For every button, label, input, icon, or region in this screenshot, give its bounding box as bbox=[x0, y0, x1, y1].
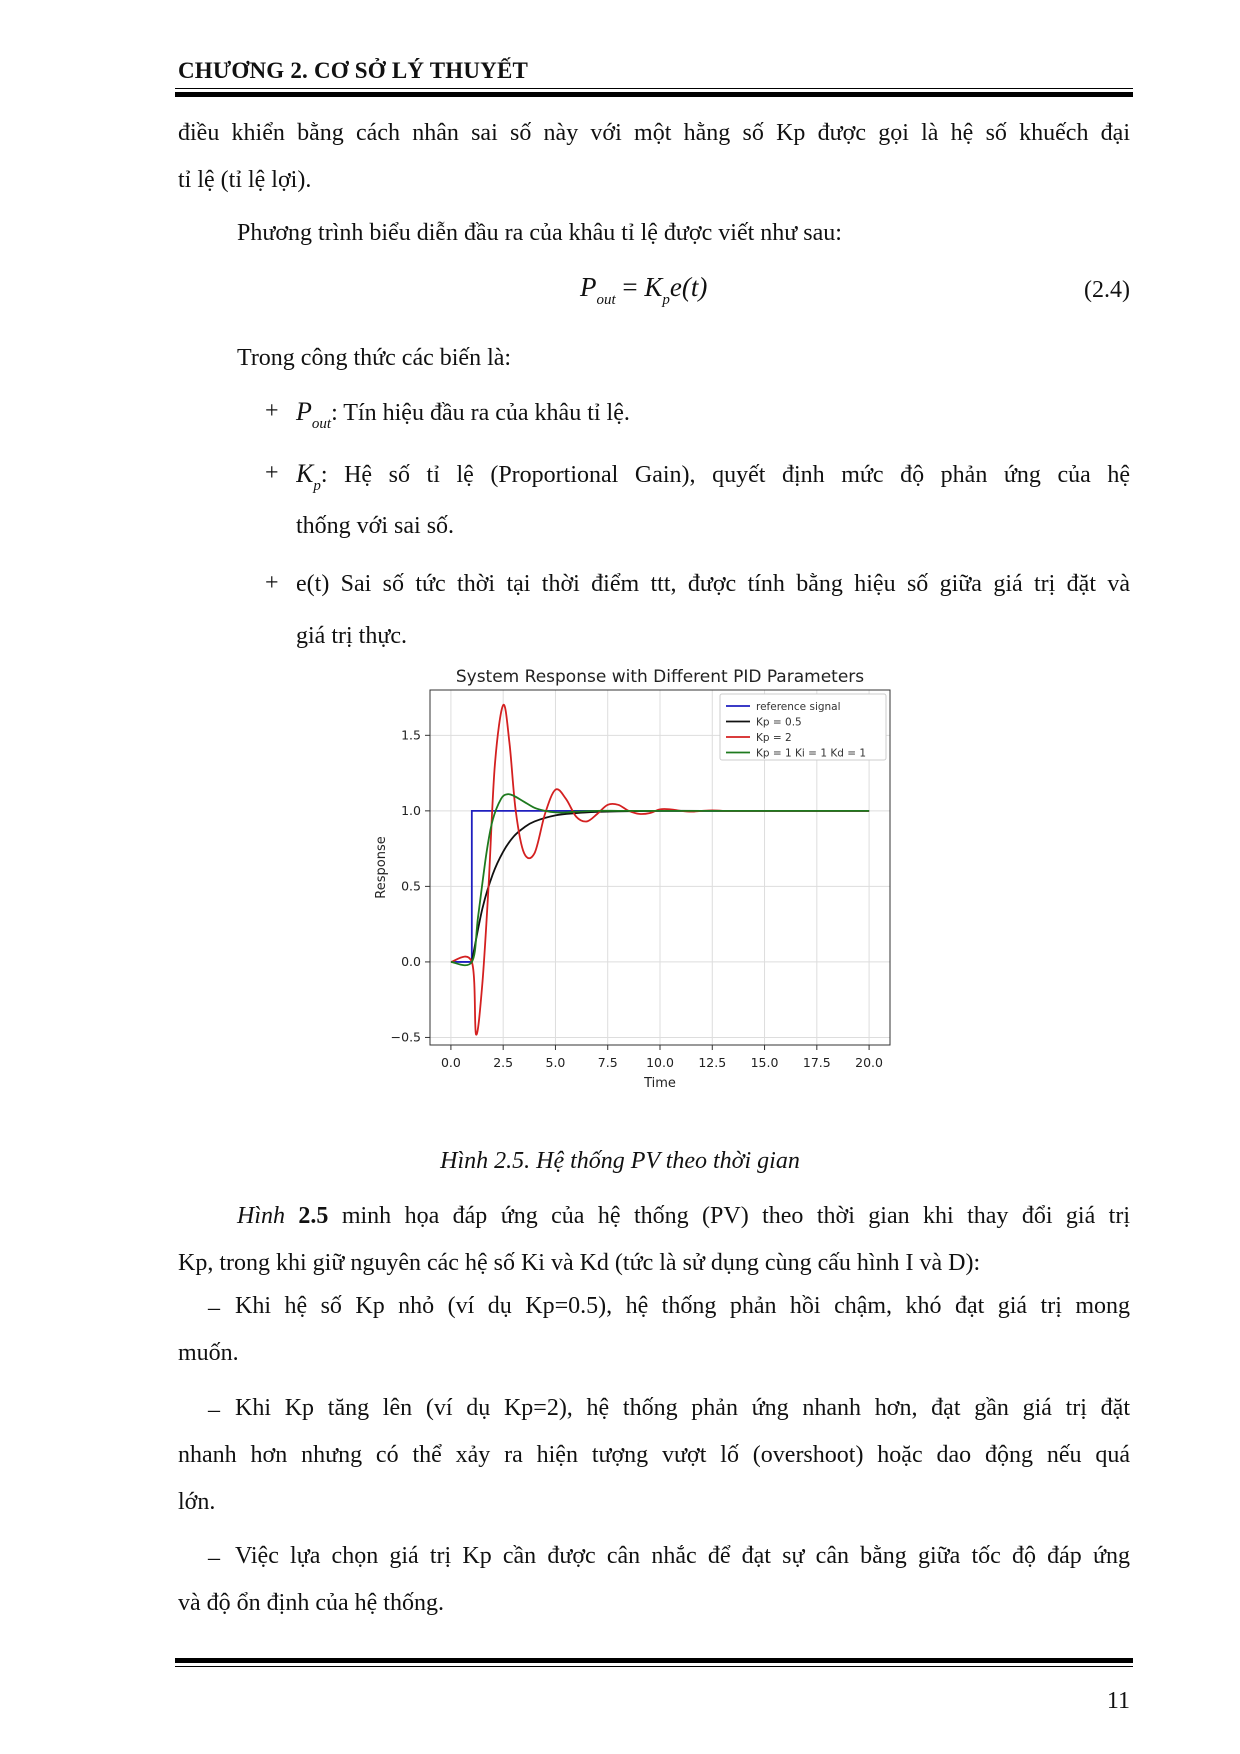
dash-1-mark: – bbox=[208, 1295, 220, 1321]
y-axis-label: Response bbox=[374, 836, 389, 899]
x-tick-label: 20.0 bbox=[855, 1055, 884, 1070]
x-tick-label: 12.5 bbox=[698, 1055, 727, 1070]
dash-item-2 bbox=[178, 1385, 1130, 1526]
paragraph-1 bbox=[178, 110, 1130, 204]
dash-1-line-2: muốn. bbox=[178, 1340, 239, 1366]
dash-item-1 bbox=[178, 1283, 1130, 1377]
dash-1-line-1: Khi hệ số Kp nhỏ (ví dụ Kp=0.5), hệ thống phản hồi chậm, khó đạt giá trị mong bbox=[235, 1293, 1130, 1319]
bullet-1-sub: out bbox=[311, 416, 332, 432]
paragraph-2: Phương trình biểu diễn đầu ra của khâu tỉ lệ được viết như sau: bbox=[237, 220, 842, 246]
eq-k: K bbox=[644, 272, 663, 302]
bullet-3 bbox=[296, 558, 1130, 662]
figure-caption: Hình 2.5. Hệ thống PV theo thời gian bbox=[440, 1148, 800, 1174]
bullet-2-line-1 bbox=[296, 448, 1130, 500]
dash-2-line-2: nhanh hơn nhưng có thể xảy ra hiện tượng vượt lố (overshoot) hoặc dao động nếu quá bbox=[178, 1442, 1130, 1468]
bullet-plus-2: + bbox=[265, 460, 279, 486]
y-tick-label: 1.5 bbox=[401, 727, 421, 743]
dash-2-mark: – bbox=[208, 1397, 220, 1423]
bullet-plus-3: + bbox=[265, 570, 279, 596]
bullet-1-var: P bbox=[296, 397, 312, 426]
x-tick-label: 15.0 bbox=[750, 1055, 779, 1070]
dash-item-3 bbox=[178, 1533, 1130, 1627]
header-rule-thin bbox=[175, 88, 1133, 89]
y-tick-label: −0.5 bbox=[390, 1029, 421, 1045]
legend-label: Kp = 1 Ki = 1 Kd = 1 bbox=[756, 747, 867, 760]
paragraph-4-line-1 bbox=[178, 1193, 1130, 1240]
x-tick-label: 2.5 bbox=[493, 1055, 514, 1070]
dash-3-line-1: Việc lựa chọn giá trị Kp cần được cân nhắc để đạt sự cân bằng giữa tốc độ đáp ứng bbox=[235, 1543, 1130, 1569]
legend-label: Kp = 0.5 bbox=[756, 716, 802, 729]
bullet-2-var: K bbox=[296, 459, 314, 488]
paragraph-1-line-1: điều khiển bằng cách nhân sai số này với một hằng số Kp được gọi là hệ số khuếch đại bbox=[178, 120, 1130, 146]
paragraph-3: Trong công thức các biến là: bbox=[237, 345, 512, 371]
chart-title: System Response with Different PID Parameters bbox=[455, 667, 865, 687]
bullet-plus-1: + bbox=[265, 398, 279, 424]
eq-rhs: e(t) bbox=[669, 272, 708, 302]
pid-response-chart bbox=[365, 660, 955, 1120]
dash-3-mark: – bbox=[208, 1545, 220, 1571]
paragraph-4-line-2: Kp, trong khi giữ nguyên các hệ số Ki và Kd (tức là sử dụng cùng cấu hình I và D): bbox=[178, 1250, 981, 1276]
x-axis-label: Time bbox=[644, 1076, 676, 1091]
eq-equals: = bbox=[615, 272, 645, 302]
x-tick-label: 5.0 bbox=[545, 1055, 566, 1070]
bullet-1-text: : Tín hiệu đầu ra của khâu tỉ lệ. bbox=[331, 400, 630, 426]
p4-bold: 2.5 bbox=[298, 1203, 329, 1229]
dash-3-line-2: và độ ổn định của hệ thống. bbox=[178, 1590, 444, 1616]
p4-rest: minh họa đáp ứng của hệ thống (PV) theo thời gian khi thay đổi giá trị bbox=[328, 1203, 1130, 1229]
page-number: 11 bbox=[1106, 1688, 1130, 1714]
bullet-2-text: : Hệ số tỉ lệ (Proportional Gain), quyết định mức độ phản ứng của hệ bbox=[320, 462, 1130, 488]
header-rule-thick bbox=[175, 92, 1133, 97]
paragraph-1-line-2: tỉ lệ (tỉ lệ lợi). bbox=[178, 167, 312, 193]
paragraph-4 bbox=[178, 1193, 1130, 1287]
x-tick-label: 10.0 bbox=[646, 1055, 674, 1070]
bullet-3-line-2: giá trị thực. bbox=[296, 623, 407, 649]
equation-number: (2.4) bbox=[1084, 277, 1130, 303]
eq-k-sub: p bbox=[662, 292, 670, 308]
eq-p: P bbox=[580, 272, 597, 302]
p4-italic: Hình bbox=[237, 1203, 299, 1229]
equation-2-4 bbox=[580, 272, 708, 308]
footer-rule-thick bbox=[175, 1658, 1133, 1663]
bullet-2-sub: p bbox=[313, 478, 321, 494]
x-tick-label: 0.0 bbox=[440, 1055, 461, 1070]
legend-label: reference signal bbox=[756, 701, 841, 713]
x-tick-label: 7.5 bbox=[597, 1055, 618, 1070]
legend-label: Kp = 2 bbox=[756, 732, 792, 744]
bullet-1 bbox=[296, 386, 1130, 442]
bullet-2 bbox=[296, 448, 1130, 552]
chapter-header: CHƯƠNG 2. CƠ SỞ LÝ THUYẾT bbox=[178, 58, 529, 83]
bullet-2-line-2: thống với sai số. bbox=[296, 513, 455, 539]
footer-rule-thin bbox=[175, 1666, 1133, 1667]
y-tick-label: 1.0 bbox=[401, 802, 421, 818]
y-tick-label: 0.0 bbox=[401, 953, 421, 969]
bullet-3-line-1: e(t) Sai số tức thời tại thời điểm ttt, được tính bằng hiệu số giữa giá trị đặt và bbox=[296, 571, 1130, 597]
eq-p-sub: out bbox=[596, 292, 616, 308]
y-tick-label: 0.5 bbox=[401, 878, 421, 894]
dash-2-line-3: lớn. bbox=[178, 1489, 216, 1515]
x-tick-label: 17.5 bbox=[802, 1055, 831, 1070]
dash-2-line-1: Khi Kp tăng lên (ví dụ Kp=2), hệ thống phản ứng nhanh hơn, đạt gần giá trị đặt bbox=[235, 1395, 1130, 1421]
